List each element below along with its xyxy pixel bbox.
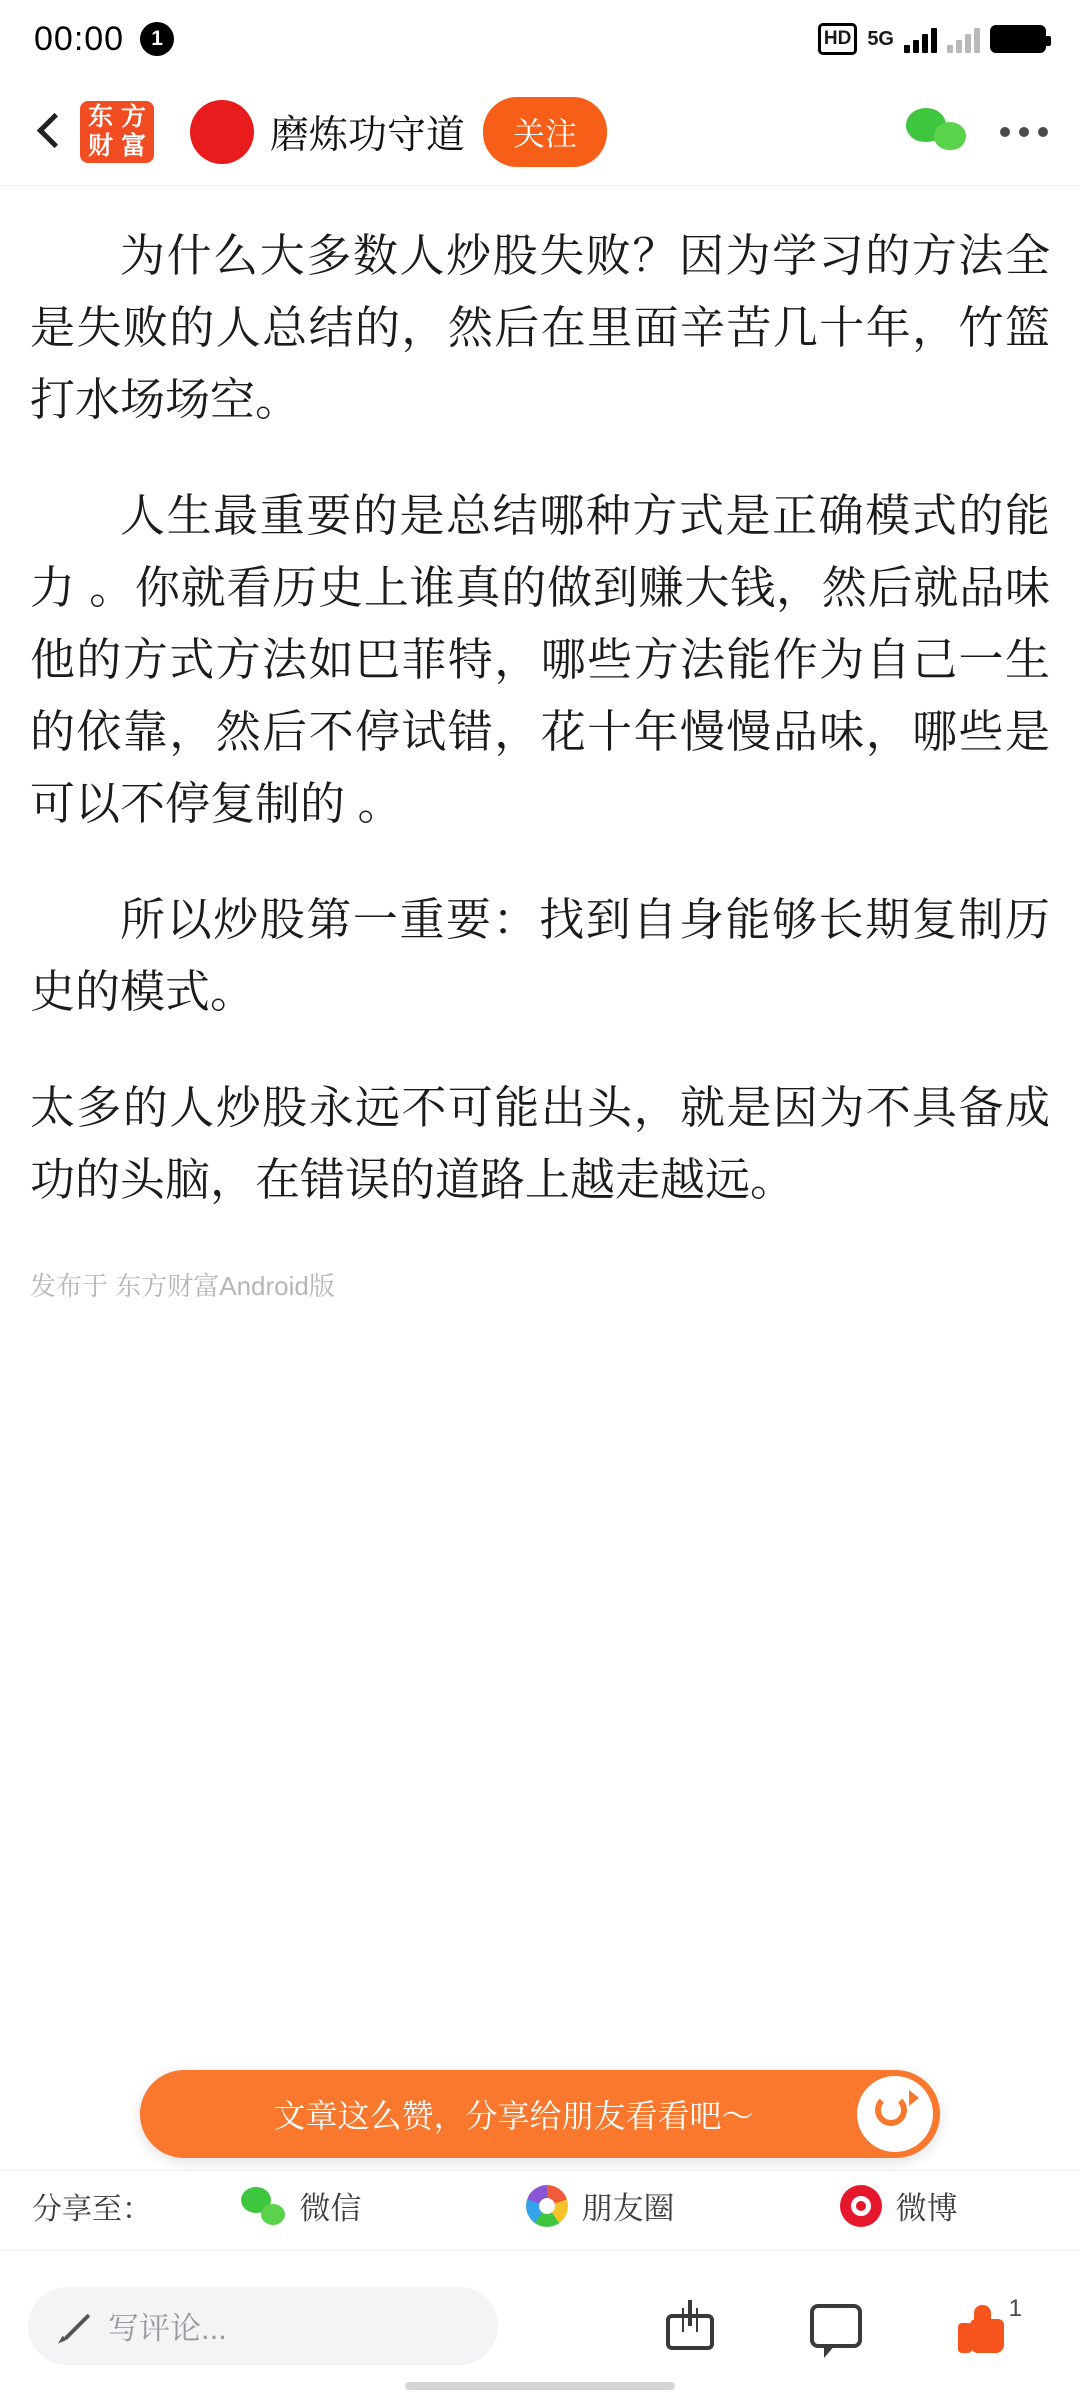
back-chevron-icon[interactable] xyxy=(28,109,74,155)
network-type-label: 5G xyxy=(867,28,894,50)
signal-strength-secondary-icon xyxy=(947,25,980,53)
status-icons xyxy=(818,23,1046,55)
comment-icon[interactable] xyxy=(810,2304,862,2348)
bottom-action-bar xyxy=(0,2250,1080,2400)
avatar[interactable] xyxy=(190,100,254,164)
share-targets-row xyxy=(0,2170,1080,2240)
signal-strength-icon xyxy=(904,25,937,53)
share-row-label: 分享至： xyxy=(32,2192,152,2226)
share-target-weibo[interactable] xyxy=(749,2183,1048,2228)
brand-logo-char: 东 xyxy=(87,102,113,131)
share-target-label: 微博 xyxy=(895,2191,958,2226)
author-name[interactable]: 磨炼功守道 xyxy=(270,113,466,157)
share-target-label: 微信 xyxy=(299,2191,362,2226)
like-button[interactable] xyxy=(958,2294,1022,2355)
pencil-icon xyxy=(56,2309,90,2343)
more-dots-icon[interactable] xyxy=(1000,127,1048,137)
share-target-wechat[interactable] xyxy=(152,2183,451,2228)
weibo-icon xyxy=(840,2185,882,2227)
share-target-label: 朋友圈 xyxy=(581,2191,675,2226)
wechat-bubble-small xyxy=(934,122,966,150)
like-count: 1 xyxy=(1008,2294,1022,2322)
wechat-icon[interactable] xyxy=(906,106,966,158)
share-target-moments[interactable] xyxy=(451,2183,750,2228)
article-paragraph: 人生最重要的是总结哪种方式是正确模式的能力 。你就看历史上谁真的做到赚大钱，然后就品味他的方式方法如巴菲特，哪些方法能作为自己一生的依靠，然后不停试错，花十年慢慢品味，哪些是可以不停复制的 。 xyxy=(30,490,1050,829)
brand-logo-char: 富 xyxy=(120,131,146,160)
brand-logo-char: 财 xyxy=(87,131,113,160)
article-paragraph: 所以炒股第一重要：找到自身能够长期复制历史的模式。 xyxy=(30,894,1050,1017)
article-paragraph: 太多的人炒股永远不可能出头，就是因为不具备成功的头脑，在错误的道路上越走越远。 xyxy=(30,1082,1050,1205)
moments-icon xyxy=(526,2185,568,2227)
article-paragraph: 为什么大多数人炒股失败？因为学习的方法全是失败的人总结的，然后在里面辛苦几十年，竹篮打水场场空。 xyxy=(30,230,1050,425)
hd-icon: HD xyxy=(818,23,857,55)
battery-icon xyxy=(990,25,1046,53)
comment-input[interactable] xyxy=(28,2287,498,2365)
share-icon[interactable] xyxy=(666,2302,714,2350)
article-source: 发布于 东方财富Android版 xyxy=(30,1271,335,1301)
refresh-icon[interactable] xyxy=(857,2076,933,2152)
thumbs-up-icon xyxy=(958,2305,1008,2353)
bottom-bar-actions xyxy=(666,2294,1052,2355)
wechat-icon xyxy=(241,2187,285,2225)
top-navigation-bar xyxy=(0,78,1080,186)
share-promo-banner[interactable] xyxy=(140,2070,940,2158)
notification-count-badge: 1 xyxy=(140,22,174,56)
article-body xyxy=(0,186,1080,1216)
home-indicator xyxy=(405,2382,675,2390)
share-promo-text: 文章这么赞，分享给朋友看看吧～ xyxy=(273,2098,754,2134)
status-clock: 00:00 xyxy=(34,19,125,58)
brand-logo[interactable] xyxy=(80,101,154,163)
follow-button[interactable]: 关注 xyxy=(483,97,607,167)
status-bar xyxy=(0,0,1080,78)
brand-logo-char: 方 xyxy=(120,102,146,131)
comment-input-placeholder: 写评论... xyxy=(108,2311,227,2346)
